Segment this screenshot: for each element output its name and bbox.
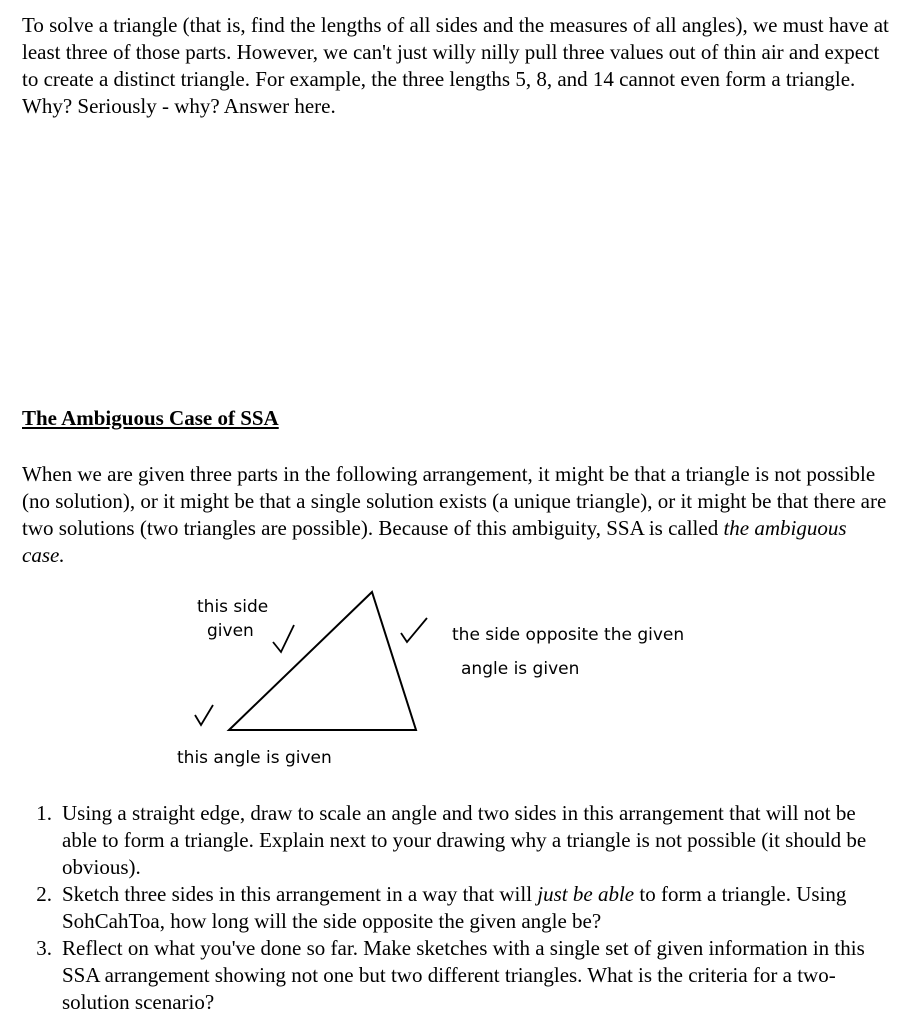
list-number: 2. [36,882,52,906]
list-item-text-rest: to form a triangle. Using SohCahToa, how long will the side opposite the given angle be? [62,882,847,933]
ambiguous-case-paragraph [22,461,894,569]
list-item-text: Reflect on what you've done so far. Make sketches with a single set of given information in this SSA arrangement showing not one but two different triangles. What is the criteria for a two-solution scenario? [62,936,865,1014]
list-number: 1. [36,801,52,825]
ssa-triangle-diagram [0,580,909,780]
list-item [36,881,894,935]
angle-label: this angle is given [177,748,332,768]
side-label-line2: given [207,621,254,641]
ambiguous-case-text: When we are given three parts in the following arrangement, it might be that a triangle is not possible (no solution), or it might be that a single solution exists (a unique triangle), or it might be that there are two solutions (two triangles are possible). Because of this ambiguity, SSA is called [22,462,887,540]
opposite-label-line2: angle is given [461,659,580,679]
check-mark-icon-angle [195,705,213,725]
side-label-line1: this side [197,597,269,617]
list-number: 3. [36,936,52,960]
list-item-emphasis: just be able [537,882,635,906]
check-mark-icon-side [273,625,294,652]
question-list [22,800,894,1016]
list-item [36,800,894,881]
opposite-label-line1: the side opposite the given [452,625,685,645]
list-item [36,935,894,1016]
ambiguous-case-term: the ambiguous case. [22,516,847,567]
check-mark-icon-opposite [401,618,427,642]
section-heading: The Ambiguous Case of SSA [22,406,279,430]
intro-paragraph: To solve a triangle (that is, find the lengths of all sides and the measures of all angles), we must have at least three of those parts. However, we can't just willy nilly pull three values out of thin air and expect to create a distinct triangle. For example, the three lengths 5, 8, and 14 cannot even form a triangle. Why? Seriously - why? Answer here. [22,13,889,118]
list-item-text: Sketch three sides in this arrangement in a way that will [62,882,538,906]
list-item-text: Using a straight edge, draw to scale an angle and two sides in this arrangement that will not be able to form a triangle. Explain next to your drawing why a triangle is not possible (it should be obvious). [62,801,867,879]
